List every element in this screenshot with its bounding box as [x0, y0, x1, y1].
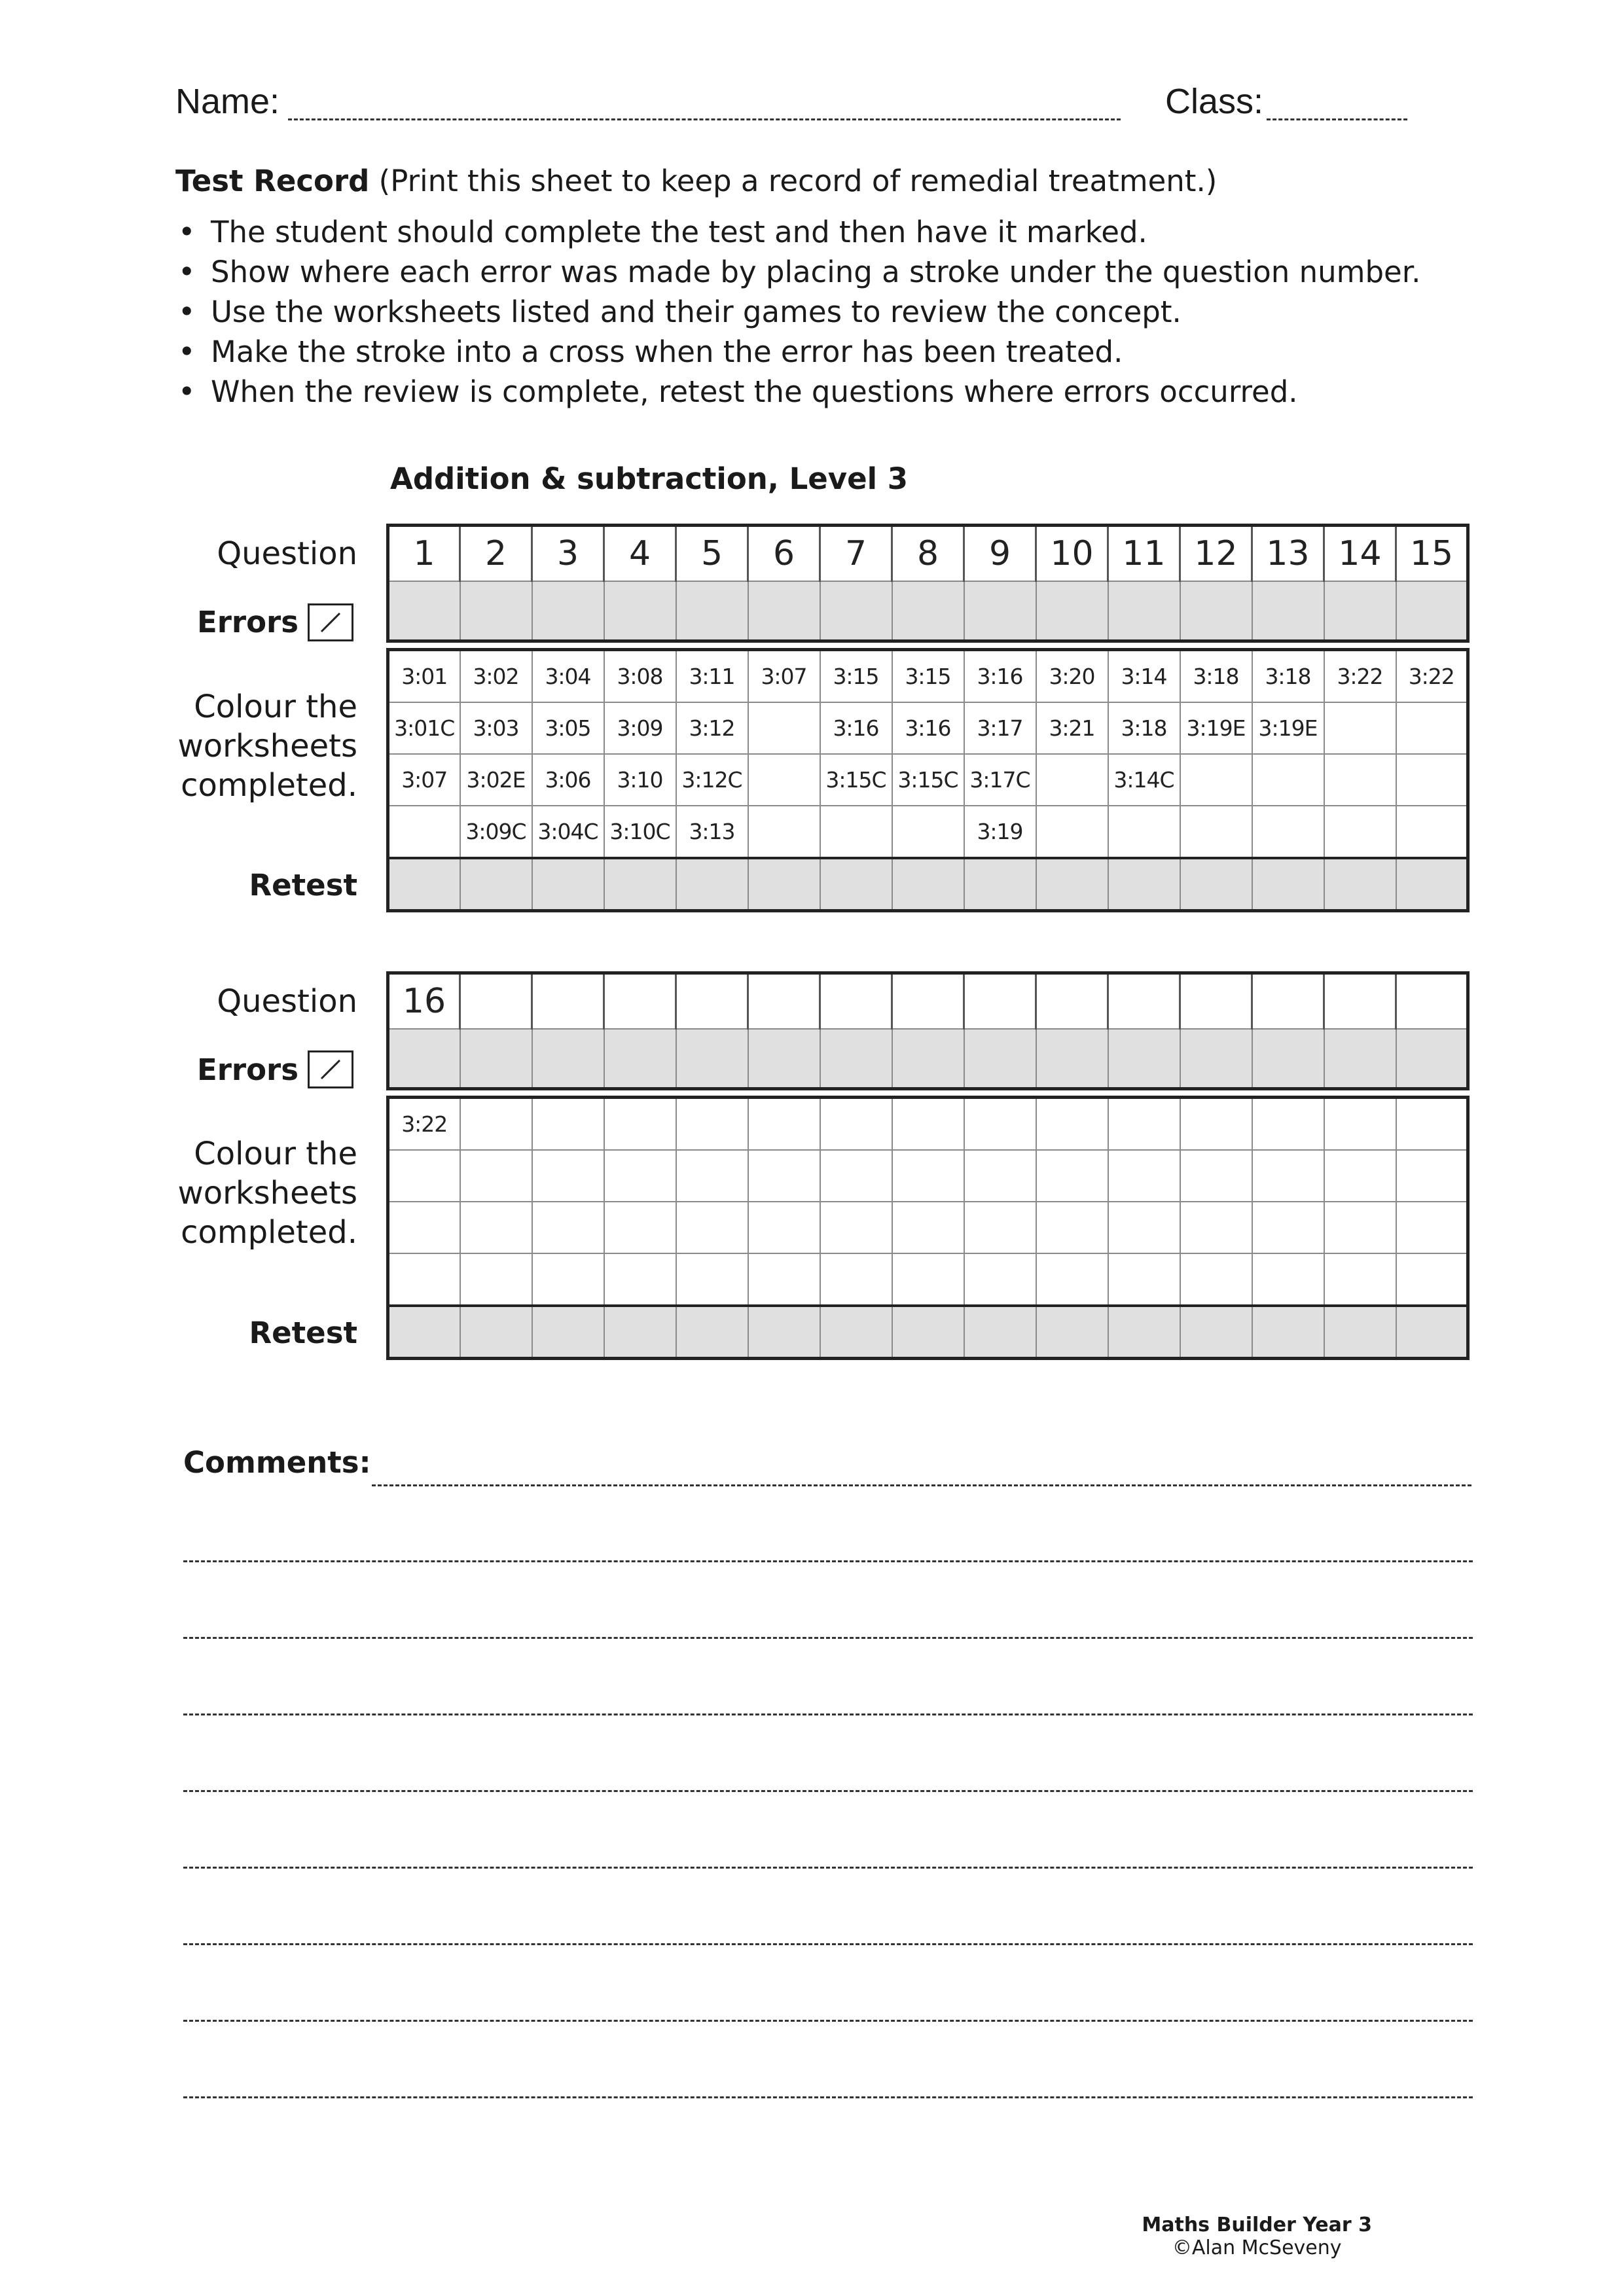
- retest-cell[interactable]: [1252, 858, 1324, 911]
- question-number: 10: [1036, 526, 1108, 582]
- retest-cell[interactable]: [748, 858, 820, 911]
- worksheet-cell[interactable]: 3:22: [388, 1098, 460, 1151]
- worksheet-cell[interactable]: 3:15: [820, 650, 892, 703]
- worksheet-cell[interactable]: 3:21: [1036, 702, 1108, 754]
- worksheet-cell[interactable]: [820, 806, 892, 858]
- worksheet-cell[interactable]: [1396, 1098, 1468, 1151]
- worksheet-cell[interactable]: [1396, 1202, 1468, 1253]
- worksheet-cell[interactable]: [604, 1150, 676, 1202]
- class-field[interactable]: [1267, 118, 1407, 120]
- retest-cell[interactable]: [748, 1306, 820, 1359]
- error-cell[interactable]: [1108, 581, 1180, 641]
- worksheet-cell[interactable]: 3:16: [820, 702, 892, 754]
- retest-cell[interactable]: [604, 1306, 676, 1359]
- retest-cell[interactable]: [1396, 858, 1468, 911]
- worksheet-cell[interactable]: [1324, 1150, 1396, 1202]
- retest-cell[interactable]: [532, 858, 604, 911]
- worksheet-cell[interactable]: 3:18: [1252, 650, 1324, 703]
- question-number: [964, 973, 1036, 1030]
- question-number: 13: [1252, 526, 1324, 582]
- worksheet-cell[interactable]: [1324, 754, 1396, 806]
- worksheet-cell[interactable]: 3:02: [460, 650, 532, 703]
- question-errors-table-1: [386, 524, 1470, 643]
- worksheet-cell[interactable]: [460, 1098, 532, 1151]
- worksheet-cell[interactable]: [676, 1150, 748, 1202]
- worksheet-cell[interactable]: [1108, 1253, 1180, 1306]
- retest-cell[interactable]: [892, 1306, 964, 1359]
- worksheet-cell[interactable]: [892, 1098, 964, 1151]
- worksheet-cell[interactable]: [892, 806, 964, 858]
- worksheet-cell[interactable]: [1396, 806, 1468, 858]
- colour-worksheets-label: [178, 687, 357, 805]
- instruction-item: • Show where each error was made by placing a stroke under the question number.: [171, 252, 1420, 292]
- question-row: [388, 973, 1468, 1030]
- retest-label: Retest: [249, 868, 357, 903]
- comment-line[interactable]: [183, 1867, 1473, 1869]
- error-cell[interactable]: [964, 1029, 1036, 1089]
- worksheet-cell[interactable]: [1108, 1150, 1180, 1202]
- error-cell[interactable]: [1324, 1029, 1396, 1089]
- worksheet-cell[interactable]: [748, 1150, 820, 1202]
- question-number: 12: [1180, 526, 1252, 582]
- comments-label: Comments:: [183, 1445, 371, 1480]
- question-number: 1: [388, 526, 460, 582]
- worksheet-cell[interactable]: [748, 1098, 820, 1151]
- retest-cell[interactable]: [892, 858, 964, 911]
- worksheet-cell[interactable]: 3:16: [892, 702, 964, 754]
- retest-cell[interactable]: [388, 858, 460, 911]
- worksheet-row: [388, 806, 1468, 858]
- worksheet-cell[interactable]: 3:14: [1108, 650, 1180, 703]
- worksheet-cell[interactable]: [964, 1150, 1036, 1202]
- worksheet-cell[interactable]: 3:01C: [388, 702, 460, 754]
- worksheet-cell[interactable]: [1108, 1098, 1180, 1151]
- retest-row: [388, 1306, 1468, 1359]
- worksheet-cell[interactable]: [964, 1253, 1036, 1306]
- question-number: [532, 973, 604, 1030]
- error-cell[interactable]: [460, 1029, 532, 1089]
- retest-cell[interactable]: [820, 1306, 892, 1359]
- retest-cell[interactable]: [964, 858, 1036, 911]
- worksheet-cell[interactable]: [1252, 1253, 1324, 1306]
- worksheet-cell[interactable]: 3:07: [748, 650, 820, 703]
- retest-cell[interactable]: [1180, 858, 1252, 911]
- error-cell[interactable]: [676, 1029, 748, 1089]
- question-number: 6: [748, 526, 820, 582]
- question-number: [676, 973, 748, 1030]
- question-number: [892, 973, 964, 1030]
- worksheet-row: [388, 1202, 1468, 1253]
- error-cell[interactable]: [1036, 581, 1108, 641]
- worksheet-cell[interactable]: 3:22: [1396, 650, 1468, 703]
- retest-cell[interactable]: [1324, 858, 1396, 911]
- class-label: Class:: [1165, 82, 1264, 121]
- error-cell[interactable]: [532, 581, 604, 641]
- worksheet-cell[interactable]: [1180, 1202, 1252, 1253]
- name-field[interactable]: [288, 118, 1121, 120]
- stroke-icon: [308, 1050, 353, 1088]
- worksheet-cell[interactable]: [748, 806, 820, 858]
- retest-cell[interactable]: [388, 1306, 460, 1359]
- worksheet-cell[interactable]: [1108, 806, 1180, 858]
- question-number: 11: [1108, 526, 1180, 582]
- worksheet-cell[interactable]: [604, 1098, 676, 1151]
- worksheet-cell[interactable]: 3:06: [532, 754, 604, 806]
- error-cell[interactable]: [1108, 1029, 1180, 1089]
- worksheet-cell[interactable]: [1324, 1253, 1396, 1306]
- comment-line[interactable]: [183, 1943, 1473, 1945]
- worksheet-cell[interactable]: [1324, 1098, 1396, 1151]
- worksheet-cell[interactable]: [820, 1150, 892, 1202]
- errors-label: Errors: [196, 605, 298, 639]
- worksheet-cell[interactable]: [460, 1202, 532, 1253]
- worksheet-row: [388, 650, 1468, 703]
- colour-worksheets-label: [178, 1134, 357, 1252]
- worksheets-body: [388, 650, 1468, 911]
- worksheet-cell[interactable]: [532, 1253, 604, 1306]
- question-number: [1180, 973, 1252, 1030]
- worksheet-cell[interactable]: [1036, 754, 1108, 806]
- retest-cell[interactable]: [1252, 1306, 1324, 1359]
- test-record-heading: [175, 164, 1217, 198]
- test-record-title: Test Record: [175, 164, 370, 198]
- worksheet-cell[interactable]: 3:08: [604, 650, 676, 703]
- worksheet-cell[interactable]: [1396, 1150, 1468, 1202]
- worksheet-cell[interactable]: [748, 702, 820, 754]
- footer-copyright: ©Alan McSeveny: [1172, 2236, 1342, 2259]
- retest-cell[interactable]: [1180, 1306, 1252, 1359]
- worksheet-cell[interactable]: [460, 1253, 532, 1306]
- worksheet-cell[interactable]: 3:02E: [460, 754, 532, 806]
- worksheet-row: [388, 1150, 1468, 1202]
- question-number: [1252, 973, 1324, 1030]
- worksheet-row: [388, 754, 1468, 806]
- worksheet-cell[interactable]: 3:19E: [1180, 702, 1252, 754]
- error-cell[interactable]: [892, 581, 964, 641]
- retest-cell[interactable]: [1108, 1306, 1180, 1359]
- worksheet-cell[interactable]: [532, 1150, 604, 1202]
- retest-label: Retest: [249, 1316, 357, 1350]
- retest-cell[interactable]: [532, 1306, 604, 1359]
- worksheet-cell[interactable]: [1252, 1202, 1324, 1253]
- instruction-item: • The student should complete the test and then have it marked.: [171, 212, 1420, 252]
- worksheet-cell[interactable]: [1180, 806, 1252, 858]
- colour-line: worksheets: [177, 1175, 357, 1211]
- worksheet-cell[interactable]: [1036, 1202, 1108, 1253]
- errors-row: [388, 581, 1468, 641]
- worksheet-cell[interactable]: [1180, 1253, 1252, 1306]
- worksheet-cell[interactable]: 3:15C: [820, 754, 892, 806]
- question-label: Question: [217, 983, 357, 1020]
- error-cell[interactable]: [1252, 1029, 1324, 1089]
- question-number: [748, 973, 820, 1030]
- worksheet-cell[interactable]: 3:03: [460, 702, 532, 754]
- error-cell[interactable]: [892, 1029, 964, 1089]
- question-number: [820, 973, 892, 1030]
- error-cell[interactable]: [1396, 581, 1468, 641]
- worksheet-cell[interactable]: [1396, 1253, 1468, 1306]
- comment-line[interactable]: [183, 2020, 1473, 2022]
- worksheet-cell[interactable]: [748, 1253, 820, 1306]
- worksheet-cell[interactable]: [532, 1098, 604, 1151]
- worksheet-cell[interactable]: [1324, 806, 1396, 858]
- error-cell[interactable]: [388, 1029, 460, 1089]
- worksheet-cell[interactable]: [604, 1202, 676, 1253]
- name-label: Name:: [175, 82, 280, 121]
- worksheet-cell[interactable]: [676, 1098, 748, 1151]
- worksheet-cell[interactable]: 3:13: [676, 806, 748, 858]
- worksheet-cell[interactable]: 3:15C: [892, 754, 964, 806]
- worksheet-cell[interactable]: [820, 1202, 892, 1253]
- instruction-item: • Use the worksheets listed and their games to review the concept.: [171, 292, 1420, 332]
- worksheet-cell[interactable]: [964, 1098, 1036, 1151]
- worksheet-cell[interactable]: [748, 1202, 820, 1253]
- question-number: 9: [964, 526, 1036, 582]
- question-number: 2: [460, 526, 532, 582]
- comment-line[interactable]: [183, 1560, 1473, 1562]
- worksheet-cell[interactable]: 3:01: [388, 650, 460, 703]
- worksheet-cell[interactable]: [388, 1253, 460, 1306]
- worksheet-cell[interactable]: [892, 1202, 964, 1253]
- comment-line[interactable]: [183, 1637, 1473, 1639]
- comment-line[interactable]: [372, 1484, 1471, 1486]
- error-cell[interactable]: [820, 1029, 892, 1089]
- question-number: [1324, 973, 1396, 1030]
- question-number: [604, 973, 676, 1030]
- colour-line: worksheets: [177, 728, 357, 764]
- worksheet-cell[interactable]: [1180, 754, 1252, 806]
- question-number: 7: [820, 526, 892, 582]
- test-record-note: (Print this sheet to keep a record of remedial treatment.): [369, 164, 1218, 198]
- worksheet-cell[interactable]: [1036, 1098, 1108, 1151]
- retest-cell[interactable]: [604, 858, 676, 911]
- comment-line[interactable]: [183, 2096, 1473, 2098]
- footer: [1142, 2214, 1372, 2259]
- question-number: [1396, 973, 1468, 1030]
- comment-line[interactable]: [183, 1713, 1473, 1715]
- worksheet-cell[interactable]: 3:17C: [964, 754, 1036, 806]
- error-cell[interactable]: [1180, 581, 1252, 641]
- retest-cell[interactable]: [460, 1306, 532, 1359]
- retest-cell[interactable]: [676, 1306, 748, 1359]
- worksheet-cell[interactable]: 3:09: [604, 702, 676, 754]
- worksheet-cell[interactable]: [1036, 806, 1108, 858]
- worksheet-cell[interactable]: 3:10C: [604, 806, 676, 858]
- error-cell[interactable]: [676, 581, 748, 641]
- error-cell[interactable]: [532, 1029, 604, 1089]
- worksheet-cell[interactable]: [1180, 1150, 1252, 1202]
- error-cell[interactable]: [1180, 1029, 1252, 1089]
- worksheet-cell[interactable]: [532, 1202, 604, 1253]
- question-number: 8: [892, 526, 964, 582]
- worksheet-row: [388, 702, 1468, 754]
- worksheet-cell[interactable]: [1036, 1150, 1108, 1202]
- retest-cell[interactable]: [820, 858, 892, 911]
- colour-line: Colour the: [194, 1136, 357, 1172]
- worksheet-cell[interactable]: 3:19E: [1252, 702, 1324, 754]
- error-cell[interactable]: [1252, 581, 1324, 641]
- worksheet-cell[interactable]: 3:07: [388, 754, 460, 806]
- worksheet-cell[interactable]: 3:18: [1108, 702, 1180, 754]
- worksheet-cell[interactable]: 3:12C: [676, 754, 748, 806]
- worksheet-cell[interactable]: [1252, 1098, 1324, 1151]
- retest-cell[interactable]: [1036, 858, 1108, 911]
- question-label: Question: [217, 535, 357, 572]
- worksheet-cell[interactable]: 3:17: [964, 702, 1036, 754]
- retest-cell[interactable]: [964, 1306, 1036, 1359]
- retest-cell[interactable]: [1396, 1306, 1468, 1359]
- error-cell[interactable]: [820, 581, 892, 641]
- question-number: [1108, 973, 1180, 1030]
- retest-cell[interactable]: [1036, 1306, 1108, 1359]
- footer-title: Maths Builder Year 3: [1142, 2214, 1372, 2236]
- instruction-item: • Make the stroke into a cross when the error has been treated.: [171, 332, 1420, 372]
- worksheet-cell[interactable]: 3:09C: [460, 806, 532, 858]
- retest-cell[interactable]: [460, 858, 532, 911]
- worksheet-cell[interactable]: 3:14C: [1108, 754, 1180, 806]
- worksheet-cell[interactable]: 3:15: [892, 650, 964, 703]
- worksheet-cell[interactable]: 3:04C: [532, 806, 604, 858]
- question-row: [388, 526, 1468, 582]
- worksheet-cell[interactable]: 3:19: [964, 806, 1036, 858]
- worksheets-table-1: [386, 648, 1470, 912]
- worksheet-cell[interactable]: 3:10: [604, 754, 676, 806]
- worksheet-cell[interactable]: [1396, 754, 1468, 806]
- worksheet-cell[interactable]: [1252, 806, 1324, 858]
- error-cell[interactable]: [460, 581, 532, 641]
- worksheet-row: [388, 1253, 1468, 1306]
- question-errors-table-2: [386, 971, 1470, 1090]
- error-cell[interactable]: [388, 581, 460, 641]
- worksheet-cell[interactable]: [820, 1098, 892, 1151]
- worksheet-cell[interactable]: 3:05: [532, 702, 604, 754]
- colour-line: Colour the: [194, 689, 357, 725]
- worksheet-cell[interactable]: 3:18: [1180, 650, 1252, 703]
- worksheet-cell[interactable]: 3:11: [676, 650, 748, 703]
- worksheet-cell[interactable]: 3:12: [676, 702, 748, 754]
- worksheet-cell[interactable]: 3:04: [532, 650, 604, 703]
- retest-cell[interactable]: [1324, 1306, 1396, 1359]
- colour-line: completed.: [181, 1214, 357, 1251]
- worksheet-cell[interactable]: [676, 1202, 748, 1253]
- worksheet-cell[interactable]: [748, 754, 820, 806]
- worksheet-cell[interactable]: [964, 1202, 1036, 1253]
- worksheet-cell[interactable]: [1324, 1202, 1396, 1253]
- instruction-list: [171, 212, 1420, 412]
- worksheet-cell[interactable]: [388, 806, 460, 858]
- question-number: 15: [1396, 526, 1468, 582]
- error-cell[interactable]: [1324, 581, 1396, 641]
- stroke-icon: [308, 603, 353, 641]
- question-number: 5: [676, 526, 748, 582]
- error-cell[interactable]: [748, 581, 820, 641]
- question-number: 3: [532, 526, 604, 582]
- worksheet-cell[interactable]: [1036, 1253, 1108, 1306]
- errors-label: Errors: [196, 1052, 298, 1087]
- retest-cell[interactable]: [676, 858, 748, 911]
- instruction-item: • When the review is complete, retest the questions where errors occurred.: [171, 372, 1420, 412]
- error-cell[interactable]: [604, 1029, 676, 1089]
- worksheet-cell[interactable]: [676, 1253, 748, 1306]
- worksheet-cell[interactable]: [1396, 702, 1468, 754]
- error-cell[interactable]: [1036, 1029, 1108, 1089]
- retest-cell[interactable]: [1108, 858, 1180, 911]
- worksheet-cell[interactable]: [1108, 1202, 1180, 1253]
- worksheet-cell[interactable]: [1252, 1150, 1324, 1202]
- worksheets-table-2: [386, 1096, 1470, 1360]
- worksheet-cell[interactable]: [388, 1150, 460, 1202]
- worksheet-cell[interactable]: [1324, 702, 1396, 754]
- worksheet-cell[interactable]: [460, 1150, 532, 1202]
- worksheet-cell[interactable]: 3:20: [1036, 650, 1108, 703]
- error-cell[interactable]: [748, 1029, 820, 1089]
- question-number: [1036, 973, 1108, 1030]
- error-cell[interactable]: [964, 581, 1036, 641]
- error-cell[interactable]: [1396, 1029, 1468, 1089]
- comment-line[interactable]: [183, 1790, 1473, 1792]
- worksheet-cell[interactable]: [388, 1202, 460, 1253]
- worksheets-body: [388, 1098, 1468, 1359]
- worksheet-row: [388, 1098, 1468, 1151]
- worksheet-cell[interactable]: [892, 1253, 964, 1306]
- colour-line: completed.: [181, 767, 357, 804]
- error-cell[interactable]: [604, 581, 676, 641]
- question-number: 14: [1324, 526, 1396, 582]
- question-number: 16: [388, 973, 460, 1030]
- question-number: [460, 973, 532, 1030]
- worksheet-cell[interactable]: 3:16: [964, 650, 1036, 703]
- worksheet-cell[interactable]: [892, 1150, 964, 1202]
- worksheet-cell[interactable]: 3:22: [1324, 650, 1396, 703]
- question-number: 4: [604, 526, 676, 582]
- worksheet-cell[interactable]: [604, 1253, 676, 1306]
- worksheet-cell[interactable]: [820, 1253, 892, 1306]
- worksheet-cell[interactable]: [1252, 754, 1324, 806]
- worksheet-cell[interactable]: [1180, 1098, 1252, 1151]
- retest-row: [388, 858, 1468, 911]
- section-title: Addition & subtraction, Level 3: [390, 461, 909, 496]
- errors-row: [388, 1029, 1468, 1089]
